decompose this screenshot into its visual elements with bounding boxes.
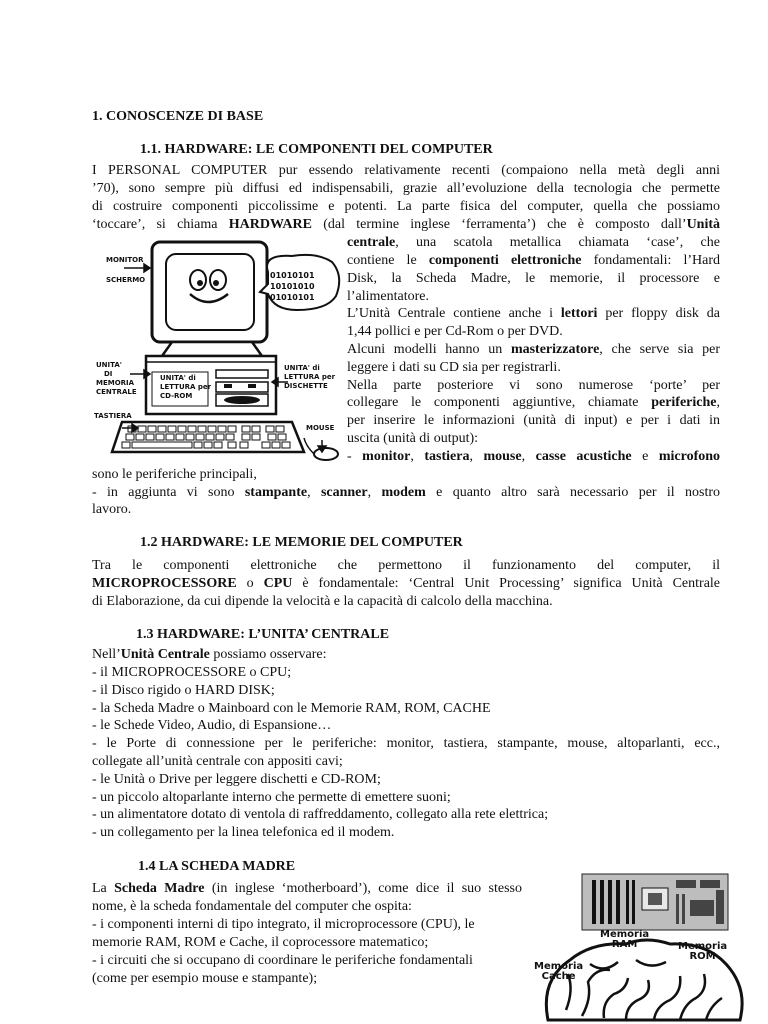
list-item: - le Schede Video, Audio, di Espansione… xyxy=(92,718,332,733)
list-item: - un alimentatore dotato di ventola di raffreddamento, collegato alla rete elettrica; xyxy=(92,807,549,822)
label-memoria-ram: Memoria RAM xyxy=(600,929,650,950)
paragraph-line: l’alimentatore. xyxy=(347,289,430,304)
paragraph-line: memorie RAM, ROM e Cache, il coprocessore matematico; xyxy=(92,935,429,950)
section-1-2-title: 1.2 HARDWARE: LE MEMORIE DEL COMPUTER xyxy=(140,535,463,550)
section-1-1-title: 1.1. HARDWARE: LE COMPONENTI DEL COMPUTER xyxy=(140,142,493,157)
paragraph-line: I PERSONAL COMPUTER pur essendo relativamente recenti (compaiono nella metà degli anni xyxy=(92,163,720,178)
list-item: - un piccolo altoparlante interno che permette di emettere suoni; xyxy=(92,790,451,805)
paragraph-line: (come per esempio mouse e stampante); xyxy=(92,971,318,986)
paragraph-line: ’70), sono sempre più diffusi ed indispensabili, grazie all’evoluzione della tecnologia che permette xyxy=(92,181,720,196)
bubble-binary: 01010101 10101010 01010101 xyxy=(270,271,315,302)
paragraph-line: - in aggiunta vi sono stampante, scanner, modem e quanto altro sarà necessario per il nostro xyxy=(92,485,721,500)
paragraph-line: leggere i dati su CD sia per registrarli. xyxy=(347,360,561,375)
paragraph-line: lavoro. xyxy=(92,502,132,517)
paragraph-line: di Elaborazione, da cui dipende la velocità e la capacità di calcolo della macchina. xyxy=(92,594,553,609)
paragraph-line: - i componenti interni di tipo integrato, il microprocessore (CPU), le xyxy=(92,917,475,932)
section-1-3-title: 1.3 HARDWARE: L’UNITA’ CENTRALE xyxy=(136,627,390,642)
list-item: - la Scheda Madre o Mainboard con le Memorie RAM, ROM, CACHE xyxy=(92,701,491,716)
list-item: collegate all’unità centrale con appositi cavi; xyxy=(92,754,343,769)
label-unita-memoria: UNITA' DI MEMORIA CENTRALE xyxy=(96,361,137,396)
label-memoria-cache: Memoria Cache xyxy=(534,961,584,982)
list-item: - un collegamento per la linea telefonica ed il modem. xyxy=(92,825,395,840)
paragraph-line: MICROPROCESSORE o CPU è fondamentale: ‘Central Unit Processing’ significa Unità Centrale xyxy=(92,576,721,591)
section-1-4-title: 1.4 LA SCHEDA MADRE xyxy=(138,859,296,874)
paragraph-line: Nell’Unità Centrale possiamo osservare: xyxy=(92,647,327,662)
list-item: - le Porte di connessione per le periferiche: monitor, tastiera, stampante, mouse, altoparlanti, ecc., xyxy=(92,736,720,751)
paragraph-line: - monitor, tastiera, mouse, casse acustiche e microfono xyxy=(347,449,721,464)
paragraph-line: Disk, la Scheda Madre, le memorie, il processore e xyxy=(347,271,720,286)
paragraph-line: per inserire le informazioni (unità di input) e per i dati in xyxy=(347,413,720,428)
label-unita-cdrom: UNITA' di LETTURA per CD-ROM xyxy=(160,374,212,400)
paragraph-line: Nella parte posteriore vi sono numerose ‘porte’ per xyxy=(347,378,720,393)
paragraph-line: nome, è la scheda fondamentale del computer che ospita: xyxy=(92,899,412,914)
paragraph-line: uscita (unità di output): xyxy=(347,431,479,446)
paragraph-line: di costruire componenti piccolissime e potenti. La parte fisica del computer, quella che possiamo xyxy=(92,199,720,214)
label-mouse: MOUSE xyxy=(306,424,335,432)
paragraph-line: centrale, una scatola metallica chiamata ‘case’, che xyxy=(347,235,720,250)
list-item: - il Disco rigido o HARD DISK; xyxy=(92,683,275,698)
list-item: - il MICROPROCESSORE o CPU; xyxy=(92,665,292,680)
paragraph-line: Tra le componenti elettroniche che permettono il funzionamento del computer, il xyxy=(92,558,720,573)
paragraph-line: ‘toccare’, si chiama HARDWARE (dal termine inglese ‘ferramenta’) che è composto dall’Unità xyxy=(92,217,721,232)
label-memoria-rom: Memoria ROM xyxy=(678,941,728,962)
paragraph-line: La Scheda Madre (in inglese ‘motherboard’), come dice il suo stesso xyxy=(92,881,522,896)
paragraph-line: contiene le componenti elettroniche fondamentali: l’Hard xyxy=(347,253,721,268)
paragraph-line: Alcuni modelli hanno un masterizzatore, che serve sia per xyxy=(347,342,721,357)
label-schermo: SCHERMO xyxy=(106,276,146,284)
paragraph-line: L’Unità Centrale contiene anche i lettori per floppy disk da xyxy=(347,306,721,321)
section-title: 1. CONOSCENZE DI BASE xyxy=(92,109,264,124)
label-unita-dischette: UNITA' di LETTURA per DISCHETTE xyxy=(284,364,336,390)
paragraph-line: - i circuiti che si occupano di coordinare le periferiche fondamentali xyxy=(92,953,473,968)
label-tastiera: TASTIERA xyxy=(94,412,132,420)
paragraph-line: sono le periferiche principali, xyxy=(92,467,257,482)
paragraph-line: collegare le componenti aggiuntive, chiamate periferiche, xyxy=(347,395,720,410)
list-item: - le Unità o Drive per leggere dischetti e CD-ROM; xyxy=(92,772,381,787)
label-monitor: MONITOR xyxy=(106,256,144,264)
paragraph-line: 1,44 pollici e per Cd-Rom o per DVD. xyxy=(347,324,563,339)
